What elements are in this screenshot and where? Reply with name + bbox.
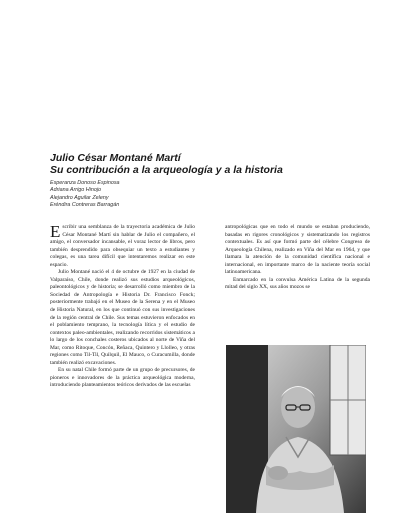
paragraph-intro — [50, 224, 195, 269]
portrait-photo — [226, 345, 366, 513]
paragraph-biography: Julio Montané nació el 4 de octubre de 1927 en la ciudad de Valparaíso, Chile, donde realizó sus estudios arqueológicos, paleontológicos y de historia; se desarrolló como miembro de la Sociedad de Antropología e Historia Dr. Francisco Fonck; posteriormente trabajó en el Museo de la Serena y en el Museo de Historia Natural, en los que continuó con sus investigaciones de la región central de Chile. Sus temas estuvieron enfocados en el poblamiento temprano, la tecnología lítica y el estudio de contextos paleo-ambientales, realizando recorridos sistemáticos a lo largo de los conchales costeros ubicados al norte de Viña del Mar, como Ritoque, Concón, Reñaca, Quintero y Llolleo, y otras regiones como Til-Til, Quilquil, El Mauco, o Curacumilla, donde también realizó excavaciones. — [50, 269, 195, 366]
portrait-photo-illustration — [226, 345, 366, 513]
author-4: Eréndira Contreras Barragán — [50, 201, 120, 208]
paragraph-chile: En su natal Chile formó parte de un grupo de precursores, de pioneros e innovadores de la práctica arqueológica moderna, introduciendo planteamientos teóricos derivados de las escuelas — [50, 367, 195, 389]
drop-cap: E — [50, 222, 61, 241]
author-2: Adriana Arrigo Hinojo — [50, 187, 102, 194]
right-text-column — [225, 224, 370, 292]
author-1: Esperanza Donoso Espinosa — [50, 180, 120, 186]
article-subtitle: Su contribución a la arqueología y a la historia — [50, 164, 283, 176]
author-3: Alejandro Aguilar Zeleny — [50, 194, 109, 201]
paragraph-latin-america: Enmarcado en la convulsa América Latina de la segunda mitad del siglo XX, sus años mozos se — [225, 276, 370, 291]
title-block — [50, 152, 380, 209]
paragraph-continuation: antropológicas que en todo el mundo se estaban produciendo, basadas en rigores cronológicos y sistematizando los registros contextuales. Es así que formó parte del célebre Congreso de Arqueología Chilena, realizado en Viña del Mar en 1964, y que llamara la atención de la comunidad científica nacional e internacional, en importante marco de la naciente teoría social latinoamericana. — [225, 224, 370, 276]
article-title: Julio César Montané Martí — [50, 152, 181, 164]
author-list — [50, 180, 380, 209]
paragraph-intro-text: scribir una semblanza de la trayectoria académica de Julio César Montané Martí sin hablar de Julio el compañero, el amigo, el conversador incansable, el voraz lector de libros, pero también desprendido para obsequiar un texto a estudiantes y colegas, es una tarea difícil que intentaremos realizar en este espacio. — [50, 224, 195, 268]
left-text-column — [50, 224, 195, 390]
